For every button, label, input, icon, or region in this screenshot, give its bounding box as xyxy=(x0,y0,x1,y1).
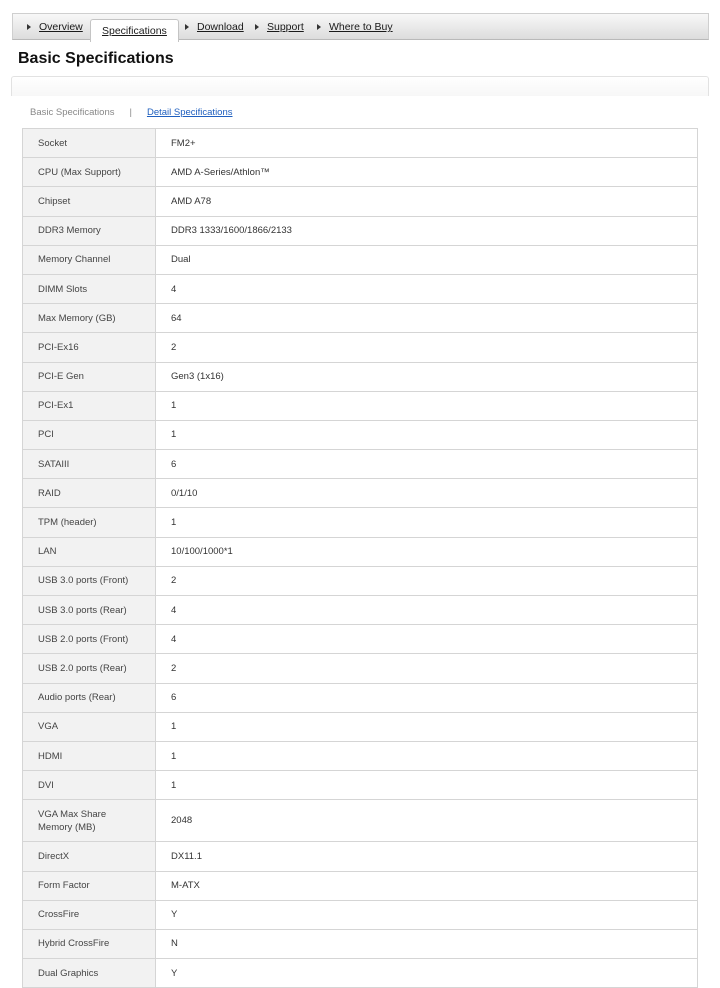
spec-value: AMD A-Series/Athlon™ xyxy=(156,158,698,187)
spec-value: 1 xyxy=(156,712,698,741)
spec-key: Hybrid CrossFire xyxy=(23,929,156,958)
spec-key: Dual Graphics xyxy=(23,959,156,988)
tab-overview[interactable] xyxy=(27,14,83,40)
spec-value: DDR3 1333/1600/1866/2133 xyxy=(156,216,698,245)
spec-row xyxy=(23,566,698,595)
spec-row xyxy=(23,362,698,391)
spec-value: Y xyxy=(156,900,698,929)
spec-row xyxy=(23,450,698,479)
spec-key: DDR3 Memory xyxy=(23,216,156,245)
spec-value: 6 xyxy=(156,683,698,712)
spec-key: DIMM Slots xyxy=(23,274,156,303)
arrow-right-icon xyxy=(185,24,189,30)
spec-value: 2 xyxy=(156,333,698,362)
spec-row xyxy=(23,654,698,683)
spec-row xyxy=(23,304,698,333)
spec-key: VGA Max Share Memory (MB) xyxy=(23,800,156,842)
spec-value: FM2+ xyxy=(156,129,698,158)
spec-key: RAID xyxy=(23,479,156,508)
spec-value: 2048 xyxy=(156,800,698,842)
spec-key: CrossFire xyxy=(23,900,156,929)
spec-key: PCI-Ex1 xyxy=(23,391,156,420)
page-title: Basic Specifications xyxy=(18,50,174,67)
spec-key: USB 3.0 ports (Front) xyxy=(23,566,156,595)
tab-specifications[interactable] xyxy=(90,19,179,42)
spec-row xyxy=(23,712,698,741)
spec-key: PCI-Ex16 xyxy=(23,333,156,362)
spec-row xyxy=(23,129,698,158)
spec-row xyxy=(23,420,698,449)
spec-value: 6 xyxy=(156,450,698,479)
spec-value: 4 xyxy=(156,625,698,654)
spec-value: 1 xyxy=(156,771,698,800)
spec-value: AMD A78 xyxy=(156,187,698,216)
title-panel xyxy=(11,76,709,96)
spec-key: Memory Channel xyxy=(23,245,156,274)
spec-row xyxy=(23,800,698,842)
spec-key: USB 2.0 ports (Front) xyxy=(23,625,156,654)
spec-value: N xyxy=(156,929,698,958)
spec-row xyxy=(23,158,698,187)
spec-row xyxy=(23,683,698,712)
tab-specifications-label: Specifications xyxy=(102,25,167,37)
spec-key: PCI-E Gen xyxy=(23,362,156,391)
spec-value: 1 xyxy=(156,508,698,537)
subnav-basic-specifications: Basic Specifications xyxy=(30,107,115,118)
subnav-detail-specifications-link[interactable]: Detail Specifications xyxy=(146,107,233,118)
spec-key: CPU (Max Support) xyxy=(23,158,156,187)
spec-key: Chipset xyxy=(23,187,156,216)
spec-row xyxy=(23,391,698,420)
spec-key: LAN xyxy=(23,537,156,566)
spec-value: Gen3 (1x16) xyxy=(156,362,698,391)
spec-value: Y xyxy=(156,959,698,988)
spec-row xyxy=(23,508,698,537)
spec-value: 1 xyxy=(156,741,698,770)
spec-value: 2 xyxy=(156,566,698,595)
spec-subnav xyxy=(30,107,233,118)
spec-key: VGA xyxy=(23,712,156,741)
spec-row xyxy=(23,741,698,770)
spec-row xyxy=(23,216,698,245)
spec-key: Audio ports (Rear) xyxy=(23,683,156,712)
spec-row xyxy=(23,900,698,929)
tab-bar xyxy=(12,13,709,40)
tab-overview-label: Overview xyxy=(39,21,83,33)
arrow-right-icon xyxy=(255,24,259,30)
spec-row xyxy=(23,625,698,654)
spec-row xyxy=(23,187,698,216)
spec-value: Dual xyxy=(156,245,698,274)
spec-value: 1 xyxy=(156,420,698,449)
spec-row xyxy=(23,842,698,871)
spec-value: 1 xyxy=(156,391,698,420)
spec-key: USB 3.0 ports (Rear) xyxy=(23,596,156,625)
spec-row xyxy=(23,959,698,988)
spec-key: DVI xyxy=(23,771,156,800)
spec-value: 4 xyxy=(156,274,698,303)
spec-key: USB 2.0 ports (Rear) xyxy=(23,654,156,683)
spec-value: 2 xyxy=(156,654,698,683)
spec-row xyxy=(23,929,698,958)
spec-key: TPM (header) xyxy=(23,508,156,537)
spec-row xyxy=(23,274,698,303)
spec-row xyxy=(23,537,698,566)
spec-row xyxy=(23,596,698,625)
spec-key: DirectX xyxy=(23,842,156,871)
spec-key: PCI xyxy=(23,420,156,449)
subnav-separator: | xyxy=(129,107,132,118)
spec-value: 4 xyxy=(156,596,698,625)
spec-value: 10/100/1000*1 xyxy=(156,537,698,566)
spec-row xyxy=(23,771,698,800)
spec-key: Max Memory (GB) xyxy=(23,304,156,333)
arrow-right-icon xyxy=(27,24,31,30)
spec-table xyxy=(22,128,698,988)
spec-value: 64 xyxy=(156,304,698,333)
tab-download-label: Download xyxy=(197,21,244,33)
spec-key: HDMI xyxy=(23,741,156,770)
spec-row xyxy=(23,333,698,362)
spec-value: M-ATX xyxy=(156,871,698,900)
tab-support-label: Support xyxy=(267,21,304,33)
spec-row xyxy=(23,871,698,900)
tab-support[interactable] xyxy=(255,14,304,40)
tab-download[interactable] xyxy=(185,14,244,40)
spec-key: Form Factor xyxy=(23,871,156,900)
spec-row xyxy=(23,479,698,508)
tab-where-to-buy-label: Where to Buy xyxy=(329,21,393,33)
spec-row xyxy=(23,245,698,274)
arrow-right-icon xyxy=(317,24,321,30)
tab-where-to-buy[interactable] xyxy=(317,14,393,40)
spec-key: SATAIII xyxy=(23,450,156,479)
spec-value: 0/1/10 xyxy=(156,479,698,508)
spec-value: DX11.1 xyxy=(156,842,698,871)
spec-key: Socket xyxy=(23,129,156,158)
